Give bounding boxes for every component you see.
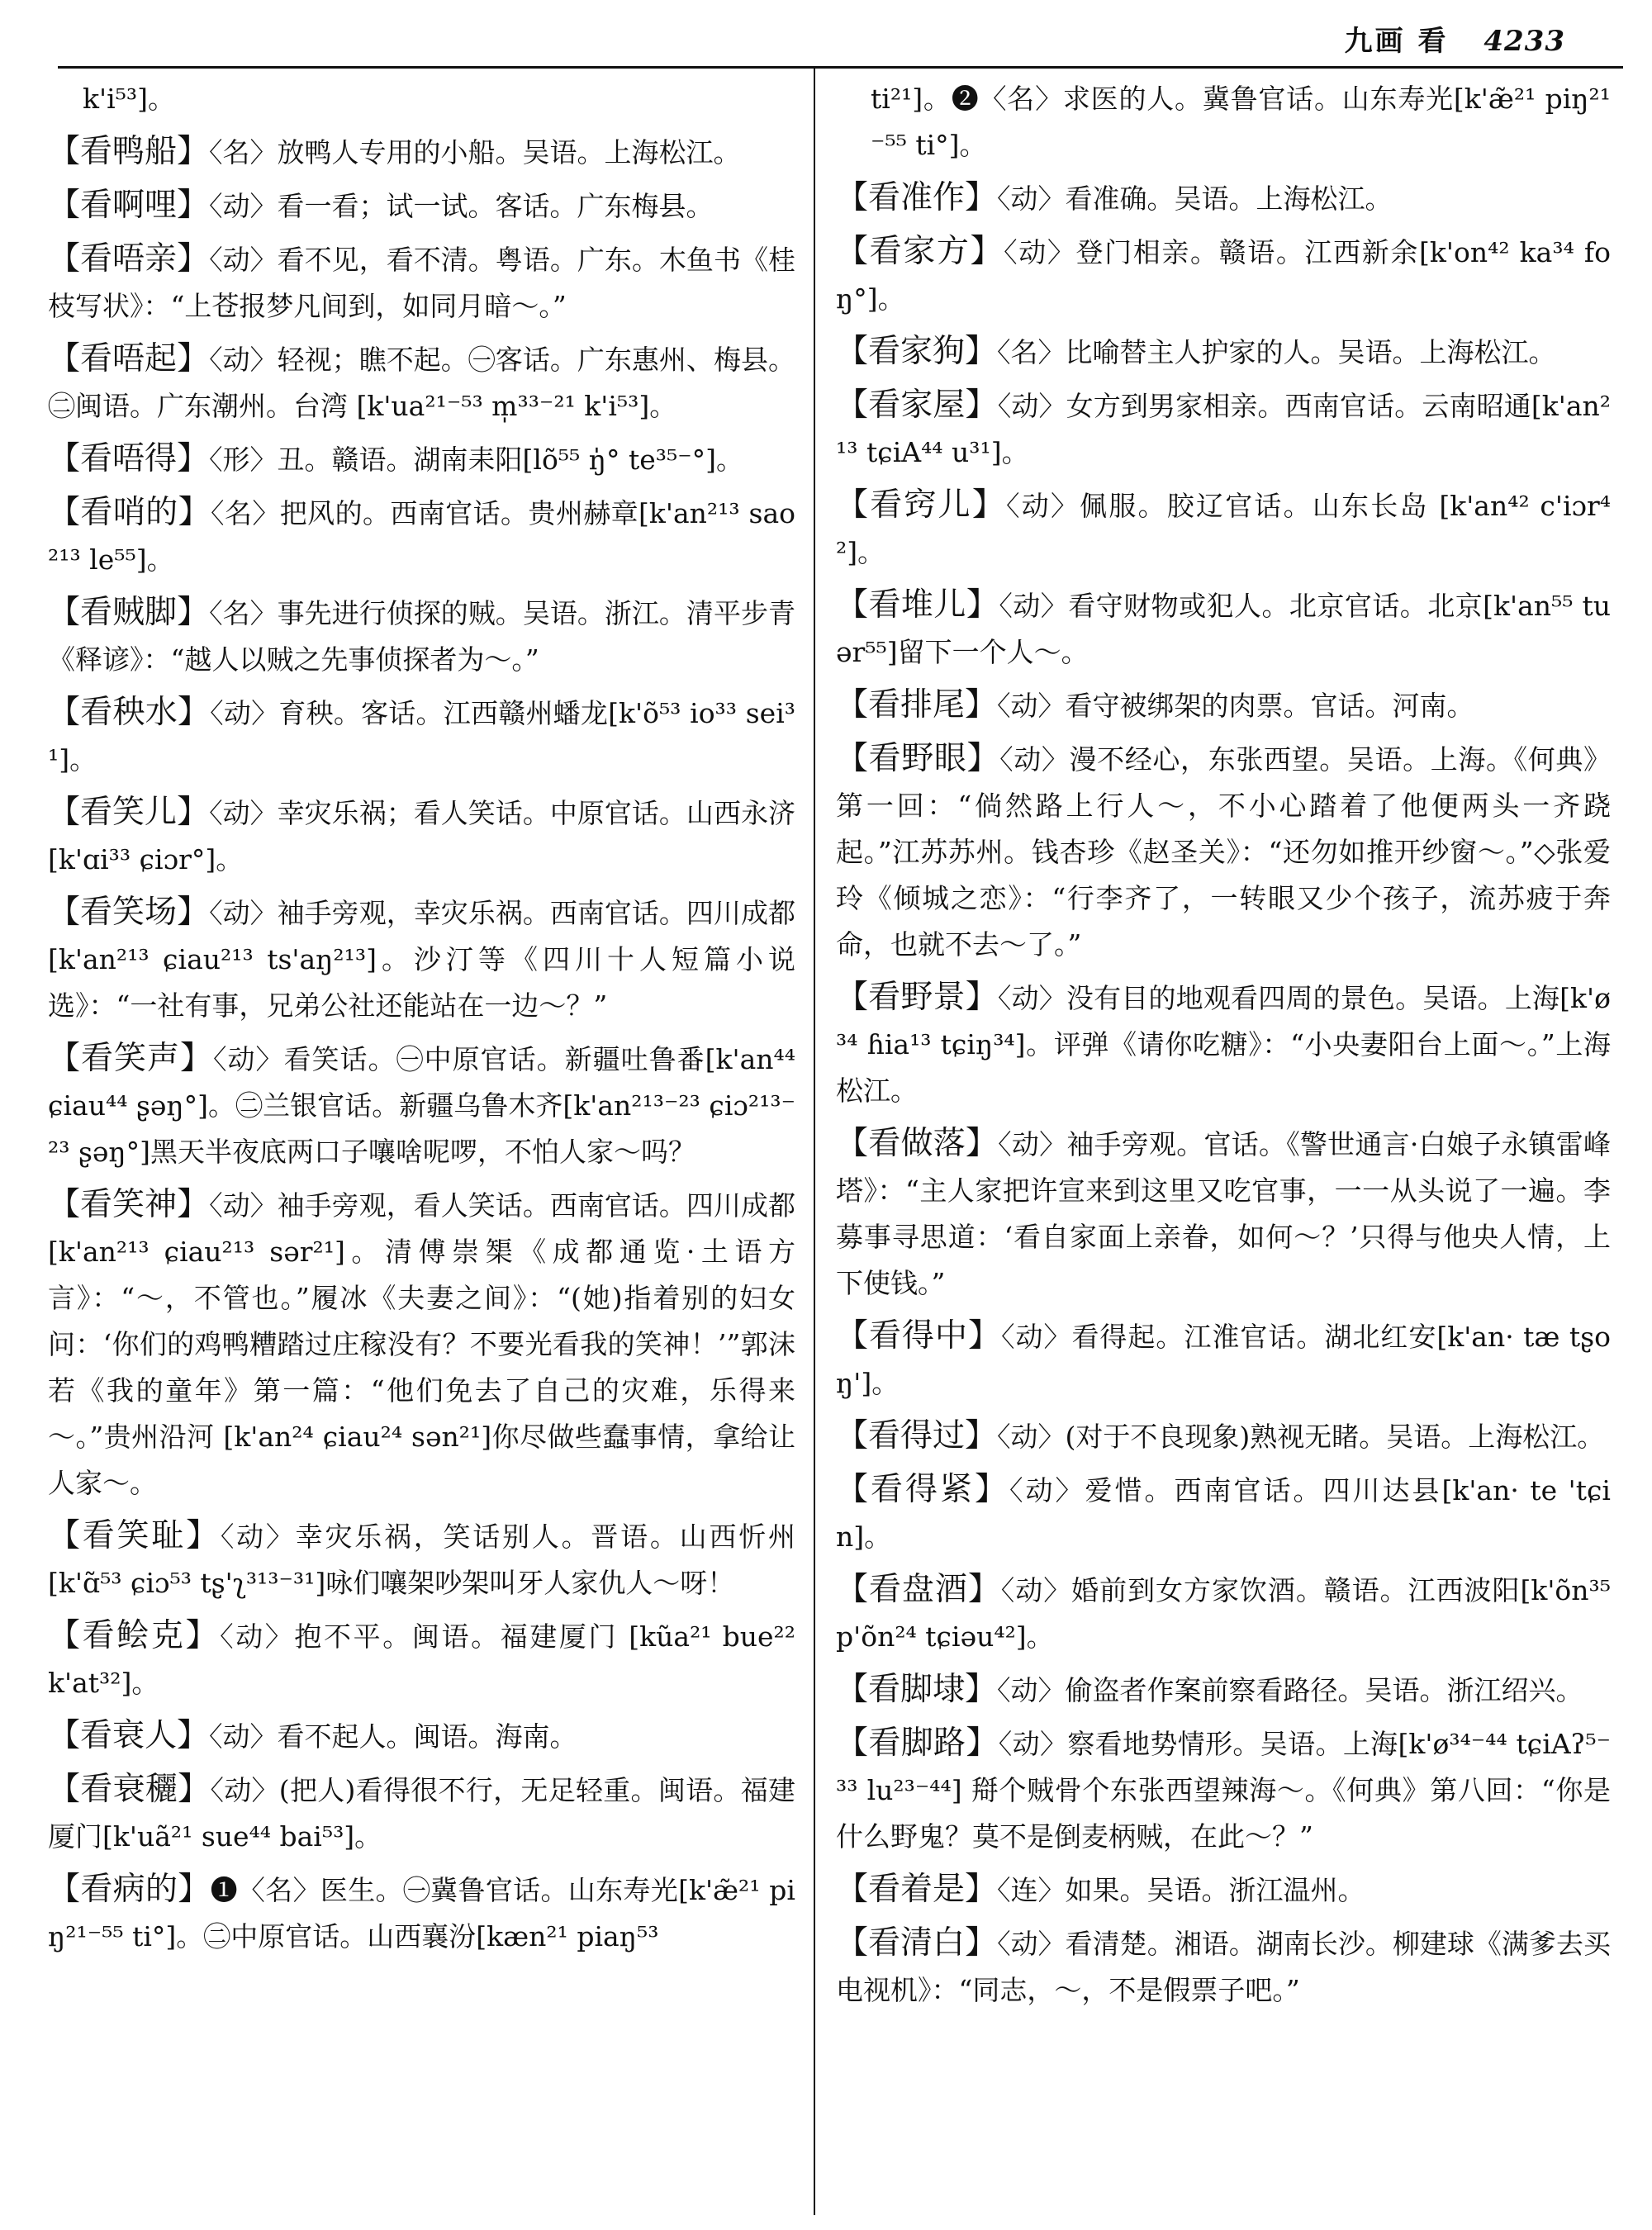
dictionary-entry: 【看衰人】〈动〉看不起人。闽语。海南。 (48, 1717, 577, 1754)
dictionary-entry: 【看笑声】〈动〉看笑话。㊀中原官话。新疆吐鲁番[k'an⁴⁴ ɕiau⁴⁴ ʂəŋ°]。㊁兰银官话。新疆乌鲁木齐[k'an²¹³⁻²³ ɕiɔ²¹³⁻²³ ʂəŋ°]黑天半夜底两口子嚷啥呢啰，不怕人家～吗？ (48, 1040, 795, 1168)
dictionary-entry: ti²¹]。❷〈名〉求医的人。冀鲁官话。山东寿光[k'æ̃²¹ piŋ²¹⁻⁵⁵ ti°]。 (871, 83, 1611, 161)
dictionary-entry: 【看得紧】〈动〉爱惜。西南官话。四川达县[k'an· te 'tɕin]。 (836, 1471, 1611, 1553)
entry-headword: 【看家屋】 (836, 387, 998, 424)
entry-headword: 【看笑声】 (48, 1040, 214, 1077)
running-header (1345, 18, 1565, 59)
entry-headword: 【看鸭船】 (48, 133, 210, 170)
header-character: 看 (1417, 25, 1449, 58)
entry-headword: 【看秧水】 (48, 694, 211, 731)
dictionary-entry: 【看准作】〈动〉看准确。吴语。上海松江。 (836, 179, 1393, 216)
entry-headword: 【看衰人】 (48, 1717, 210, 1754)
entry-headword: 【看鲙克】 (48, 1617, 221, 1654)
entry-headword: 【看准作】 (836, 179, 998, 216)
dictionary-entry: k'i⁵³]。 (83, 83, 175, 115)
dictionary-entry: 【看清白】〈动〉看清楚。湘语。湖南长沙。柳建球《满爹去买电视机》：“同志，～，不是假票子吧。” (836, 1924, 1611, 2006)
entry-headword: 【看清白】 (836, 1924, 998, 1962)
column-divider (814, 68, 815, 2215)
dictionary-entry: 【看笑神】〈动〉袖手旁观，看人笑话。西南官话。四川成都 [k'an²¹³ ɕiau²¹³ sər²¹]。清傅崇榘《成都通览·土语方言》：“～，不管也。”履冰《夫妻之间》：“(她)指着别的妇女问：‘你们的鸡鸭糟踏过庄稼没有？不要光看我的笑神！’”郭沫若《我的童年》第一篇：“他们免去了自己的灾难，乐得来～。”贵州沿河 [k'an²⁴ ɕiau²⁴ sən²¹]你尽做些蠢事情，拿给让人家～。 (48, 1186, 795, 1499)
dictionary-entry: 【看家方】〈动〉登门相亲。赣语。江西新余[k'on⁴² ka³⁴ foŋ°]。 (836, 233, 1611, 315)
dictionary-entry: 【看得过】〈动〉(对于不良现象)熟视无睹。吴语。上海松江。 (836, 1417, 1605, 1454)
entry-headword: 【看脚埭】 (836, 1671, 998, 1708)
dictionary-entry: 【看病的】❶〈名〉医生。㊀冀鲁官话。山东寿光[k'æ̃²¹ piŋ²¹⁻⁵⁵ ti°]。㊁中原官话。山西襄汾[kæn²¹ piaŋ⁵³ (48, 1871, 795, 1952)
dictionary-entry: 【看哨的】〈名〉把风的。西南官话。贵州赫章[k'an²¹³ sao²¹³ le⁵⁵]。 (48, 494, 795, 576)
dictionary-entry: 【看家狗】〈名〉比喻替主人护家的人。吴语。上海松江。 (836, 333, 1556, 370)
dictionary-entry: 【看唔起】〈动〉轻视；瞧不起。㊀客话。广东惠州、梅县。㊁闽语。广东潮州。台湾 [k'ua²¹⁻⁵³ m̩³³⁻²¹ k'i⁵³]。 (48, 340, 795, 422)
right-column (836, 76, 1611, 2020)
entry-headword: 【看野景】 (836, 979, 998, 1016)
dictionary-entry: 【看衰穲】〈动〉(把人)看得很不行，无足轻重。闽语。福建厦门[k'uã²¹ sue⁴⁴ bai⁵³]。 (48, 1771, 795, 1853)
entry-headword: 【看得紧】 (836, 1471, 1009, 1508)
page-number: 4233 (1483, 25, 1565, 58)
dictionary-entry: 【看野眼】〈动〉漫不经心，东张西望。吴语。上海。《何典》第一回：“倘然路上行人～，不小心踏着了他便两头一齐跷起。”江苏苏州。钱杏珍《赵圣关》：“还勿如推开纱窗～。”◇张爱玲《倾城之恋》：“行李齐了，一转眼又少个孩子，流苏疲于奔命，也就不去～了。” (836, 740, 1611, 961)
dictionary-entry: 【看家屋】〈动〉女方到男家相亲。西南官话。云南昭通[k'an²¹³ tɕiA⁴⁴ u³¹]。 (836, 387, 1611, 468)
entry-headword: 【看笑神】 (48, 1186, 210, 1223)
dictionary-entry: 【看笑儿】〈动〉幸灾乐祸；看人笑话。中原官话。山西永济[k'ɑi³³ ɕiɔr°]。 (48, 794, 795, 875)
entry-headword: 【看唔起】 (48, 340, 210, 377)
entry-headword: 【看笑场】 (48, 894, 210, 931)
dictionary-entry: 【看着是】〈连〉如果。吴语。浙江温州。 (836, 1871, 1365, 1908)
entry-headword: 【看堆儿】 (836, 586, 999, 624)
dictionary-entry: 【看贼脚】〈名〉事先进行侦探的贼。吴语。浙江。清平步青《释谚》：“越人以贼之先事侦探者为～。” (48, 594, 795, 676)
entry-headword: 【看得中】 (836, 1317, 1001, 1355)
dictionary-entry: 【看脚埭】〈动〉偷盗者作案前察看路径。吴语。浙江绍兴。 (836, 1671, 1583, 1708)
dictionary-entry: 【看秧水】〈动〉育秧。客话。江西赣州蟠龙[k'õ⁵³ io³³ sei³¹]。 (48, 694, 795, 776)
dictionary-entry: 【看唔亲】〈动〉看不见，看不清。粤语。广东。木鱼书《桂枝写状》：“上苍报梦凡间到，如同月暗～。” (48, 240, 795, 322)
entry-headword: 【看衰穲】 (48, 1771, 211, 1808)
header-section: 九画 (1344, 25, 1406, 58)
entry-headword: 【看家狗】 (836, 333, 998, 370)
dictionary-entry: 【看排尾】〈动〉看守被绑架的肉票。官话。河南。 (836, 686, 1474, 724)
entry-headword: 【看家方】 (836, 233, 1004, 270)
dictionary-entry: 【看鸭船】〈名〉放鸭人专用的小船。吴语。上海松江。 (48, 133, 741, 170)
entry-headword: 【看野眼】 (836, 740, 1000, 777)
dictionary-entry: 【看盘酒】〈动〉婚前到女方家饮酒。赣语。江西波阳[k'õn³⁵ p'õn²⁴ tɕiəu⁴²]。 (836, 1571, 1611, 1653)
entry-headword: 【看唔亲】 (48, 240, 210, 278)
dictionary-entry: 【看鲙克】〈动〉抱不平。闽语。福建厦门 [kũa²¹ bue²² k'at³²]。 (48, 1617, 795, 1699)
dictionary-entry: 【看唔得】〈形〉丑。赣语。湖南耒阳[lõ⁵⁵ ŋ̍° te³⁵⁻°]。 (48, 440, 744, 477)
entry-headword: 【看唔得】 (48, 440, 210, 477)
entry-headword: 【看笑耻】 (48, 1517, 221, 1554)
dictionary-entry: 【看堆儿】〈动〉看守财物或犯人。北京官话。北京[k'an⁵⁵ tuər⁵⁵]留下一个人～。 (836, 586, 1611, 668)
header-rule (58, 66, 1623, 69)
entry-headword: 【看做落】 (836, 1125, 999, 1162)
dictionary-entry: 【看得中】〈动〉看得起。江淮官话。湖北红安[k'an· tæ tʂoŋ']。 (836, 1317, 1611, 1399)
entry-headword: 【看啊哩】 (48, 187, 210, 224)
dictionary-entry: 【看笑场】〈动〉袖手旁观，幸灾乐祸。西南官话。四川成都 [k'an²¹³ ɕiau²¹³ ts'aŋ²¹³]。沙汀等《四川十人短篇小说选》：“一社有事，兄弟公社还能站在一边～？” (48, 894, 795, 1022)
entry-headword: 【看盘酒】 (836, 1571, 1001, 1608)
dictionary-entry: 【看做落】〈动〉袖手旁观。官话。《警世通言·白娘子永镇雷峰塔》：“主人家把许宣来到这里又吃官事，一一从头说了一遍。李募事寻思道：‘看自家面上亲眷，如何～？’只得与他央人情，上下使钱。” (836, 1125, 1611, 1299)
entry-headword: 【看脚路】 (836, 1725, 999, 1762)
dictionary-entry: 【看野景】〈动〉没有目的地观看四周的景色。吴语。上海[k'ø³⁴ ɦia¹³ tɕiŋ³⁴]。评弹《请你吃糖》：“小央妻阳台上面～。”上海松江。 (836, 979, 1611, 1107)
entry-headword: 【看病的】 (48, 1871, 211, 1908)
entry-headword: 【看着是】 (836, 1871, 998, 1908)
dictionary-entry: 【看啊哩】〈动〉看一看；试一试。客话。广东梅县。 (48, 187, 714, 224)
dictionary-entry: 【看脚路】〈动〉察看地势情形。吴语。上海[k'ø³⁴⁻⁴⁴ tɕiAʔ⁵⁻³³ lu²³⁻⁴⁴] 搿个贼骨个东张西望辣海～。《何典》第八回：“你是什么野鬼？莫不是倒麦柄贼，在此～？” (836, 1725, 1611, 1853)
entry-headword: 【看排尾】 (836, 686, 998, 724)
entry-headword: 【看贼脚】 (48, 594, 210, 631)
entry-headword: 【看哨的】 (48, 494, 211, 531)
dictionary-entry: 【看笑耻】〈动〉幸灾乐祸，笑话别人。晋语。山西忻州[k'ɑ̃⁵³ ɕiɔ⁵³ tʂ'ʅ³¹³⁻³¹]咏们嚷架吵架叫牙人家仇人～呀！ (48, 1517, 795, 1599)
dictionary-entry: 【看窍儿】〈动〉佩服。胶辽官话。山东长岛 [k'an⁴² c'iɔr⁴²]。 (836, 486, 1611, 568)
entry-headword: 【看窍儿】 (836, 486, 1007, 524)
left-column (48, 76, 795, 1967)
entry-headword: 【看笑儿】 (48, 794, 210, 831)
entry-headword: 【看得过】 (836, 1417, 998, 1454)
